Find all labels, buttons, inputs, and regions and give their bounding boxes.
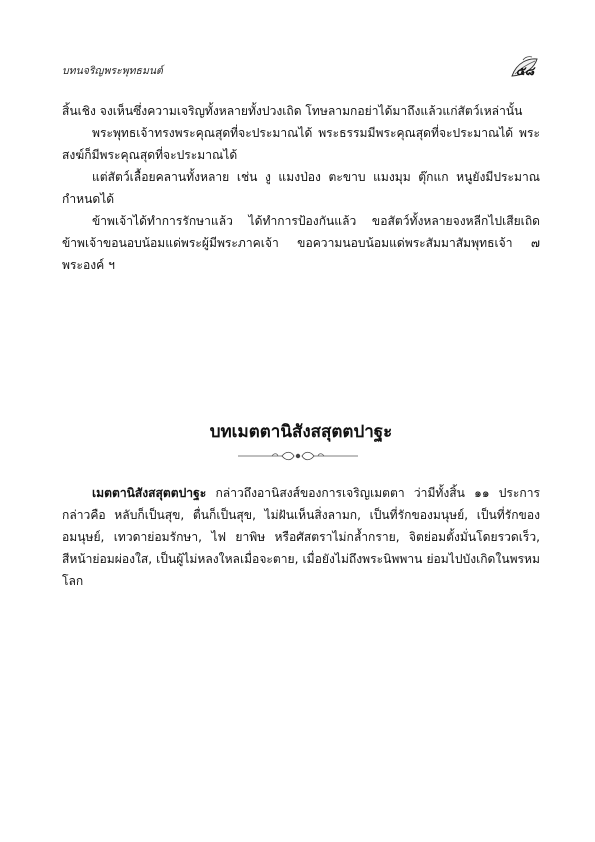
- page-header: [62, 56, 539, 84]
- section-body: [62, 482, 540, 592]
- ornamental-divider-icon: [236, 449, 360, 463]
- paragraph-2: พระพุทธเจ้าทรงพระคุณสุดที่จะประมาณได้ พระธรรมมีพระคุณสุดที่จะประมาณได้ พระสงฆ์ก็มีพระคุณสุดที่จะประมาณได้: [62, 126, 540, 162]
- page-number: ๕๘: [515, 64, 535, 78]
- intro-text: [62, 100, 540, 276]
- page-badge: [509, 56, 539, 80]
- section-term: เมตตานิสังสสุตตปาฐะ: [92, 486, 207, 500]
- paragraph-3: แต่สัตว์เลื้อยคลานทั้งหลาย เช่น งู แมงป่อง ตะขาบ แมงมุม ตุ๊กแก หนูยังมีประมาณกำหนดได้: [62, 170, 540, 206]
- running-title: บทนจริญพระพุทธมนต์: [62, 65, 163, 77]
- section-paragraph: [62, 482, 540, 592]
- paragraph-1: สิ้นเชิง จงเห็นซึ่งความเจริญทั้งหลายทั้งปวงเถิด โทษลามกอย่าได้มาถึงแล้วแก่สัตว์เหล่านั้น: [62, 104, 523, 118]
- paragraph-4: ข้าพเจ้าได้ทำการรักษาแล้ว ได้ทำการป้องกันแล้ว ขอสัตว์ทั้งหลายจงหลีกไปเสียเถิด ข้าพเจ้าขอนอบน้อมแด่พระผู้มีพระภาคเจ้า ขอความนอบน้อมแด่พระสัมมาสัมพุทธเจ้า ๗ พระองค์ ฯ: [62, 214, 540, 272]
- section-body-text: กล่าวถึงอานิสงส์ของการเจริญเมตตา ว่ามีทั้งสิ้น ๑๑ ประการ กล่าวคือ หลับก็เป็นสุข, ตื่นก็เป็นสุข, ไม่ฝันเห็นสิ่งลามก, เป็นที่รักของมนุษย์, เป็นที่รักของอมนุษย์, เทวดาย่อมรักษา, ไฟ ยาพิษ หรือศัสตราไม่กล้ำกราย, จิตย่อมตั้งมั่นโดยรวดเร็ว, สีหน้าย่อมผ่องใส, เป็นผู้ไม่หลงใหลเมื่อจะตาย, เมื่อยังไม่ถึงพระนิพพาน ย่อมไปบังเกิดในพรหมโลก: [62, 486, 540, 588]
- section-heading: บทเมตตานิสังสสุตตปาฐะ: [209, 422, 393, 442]
